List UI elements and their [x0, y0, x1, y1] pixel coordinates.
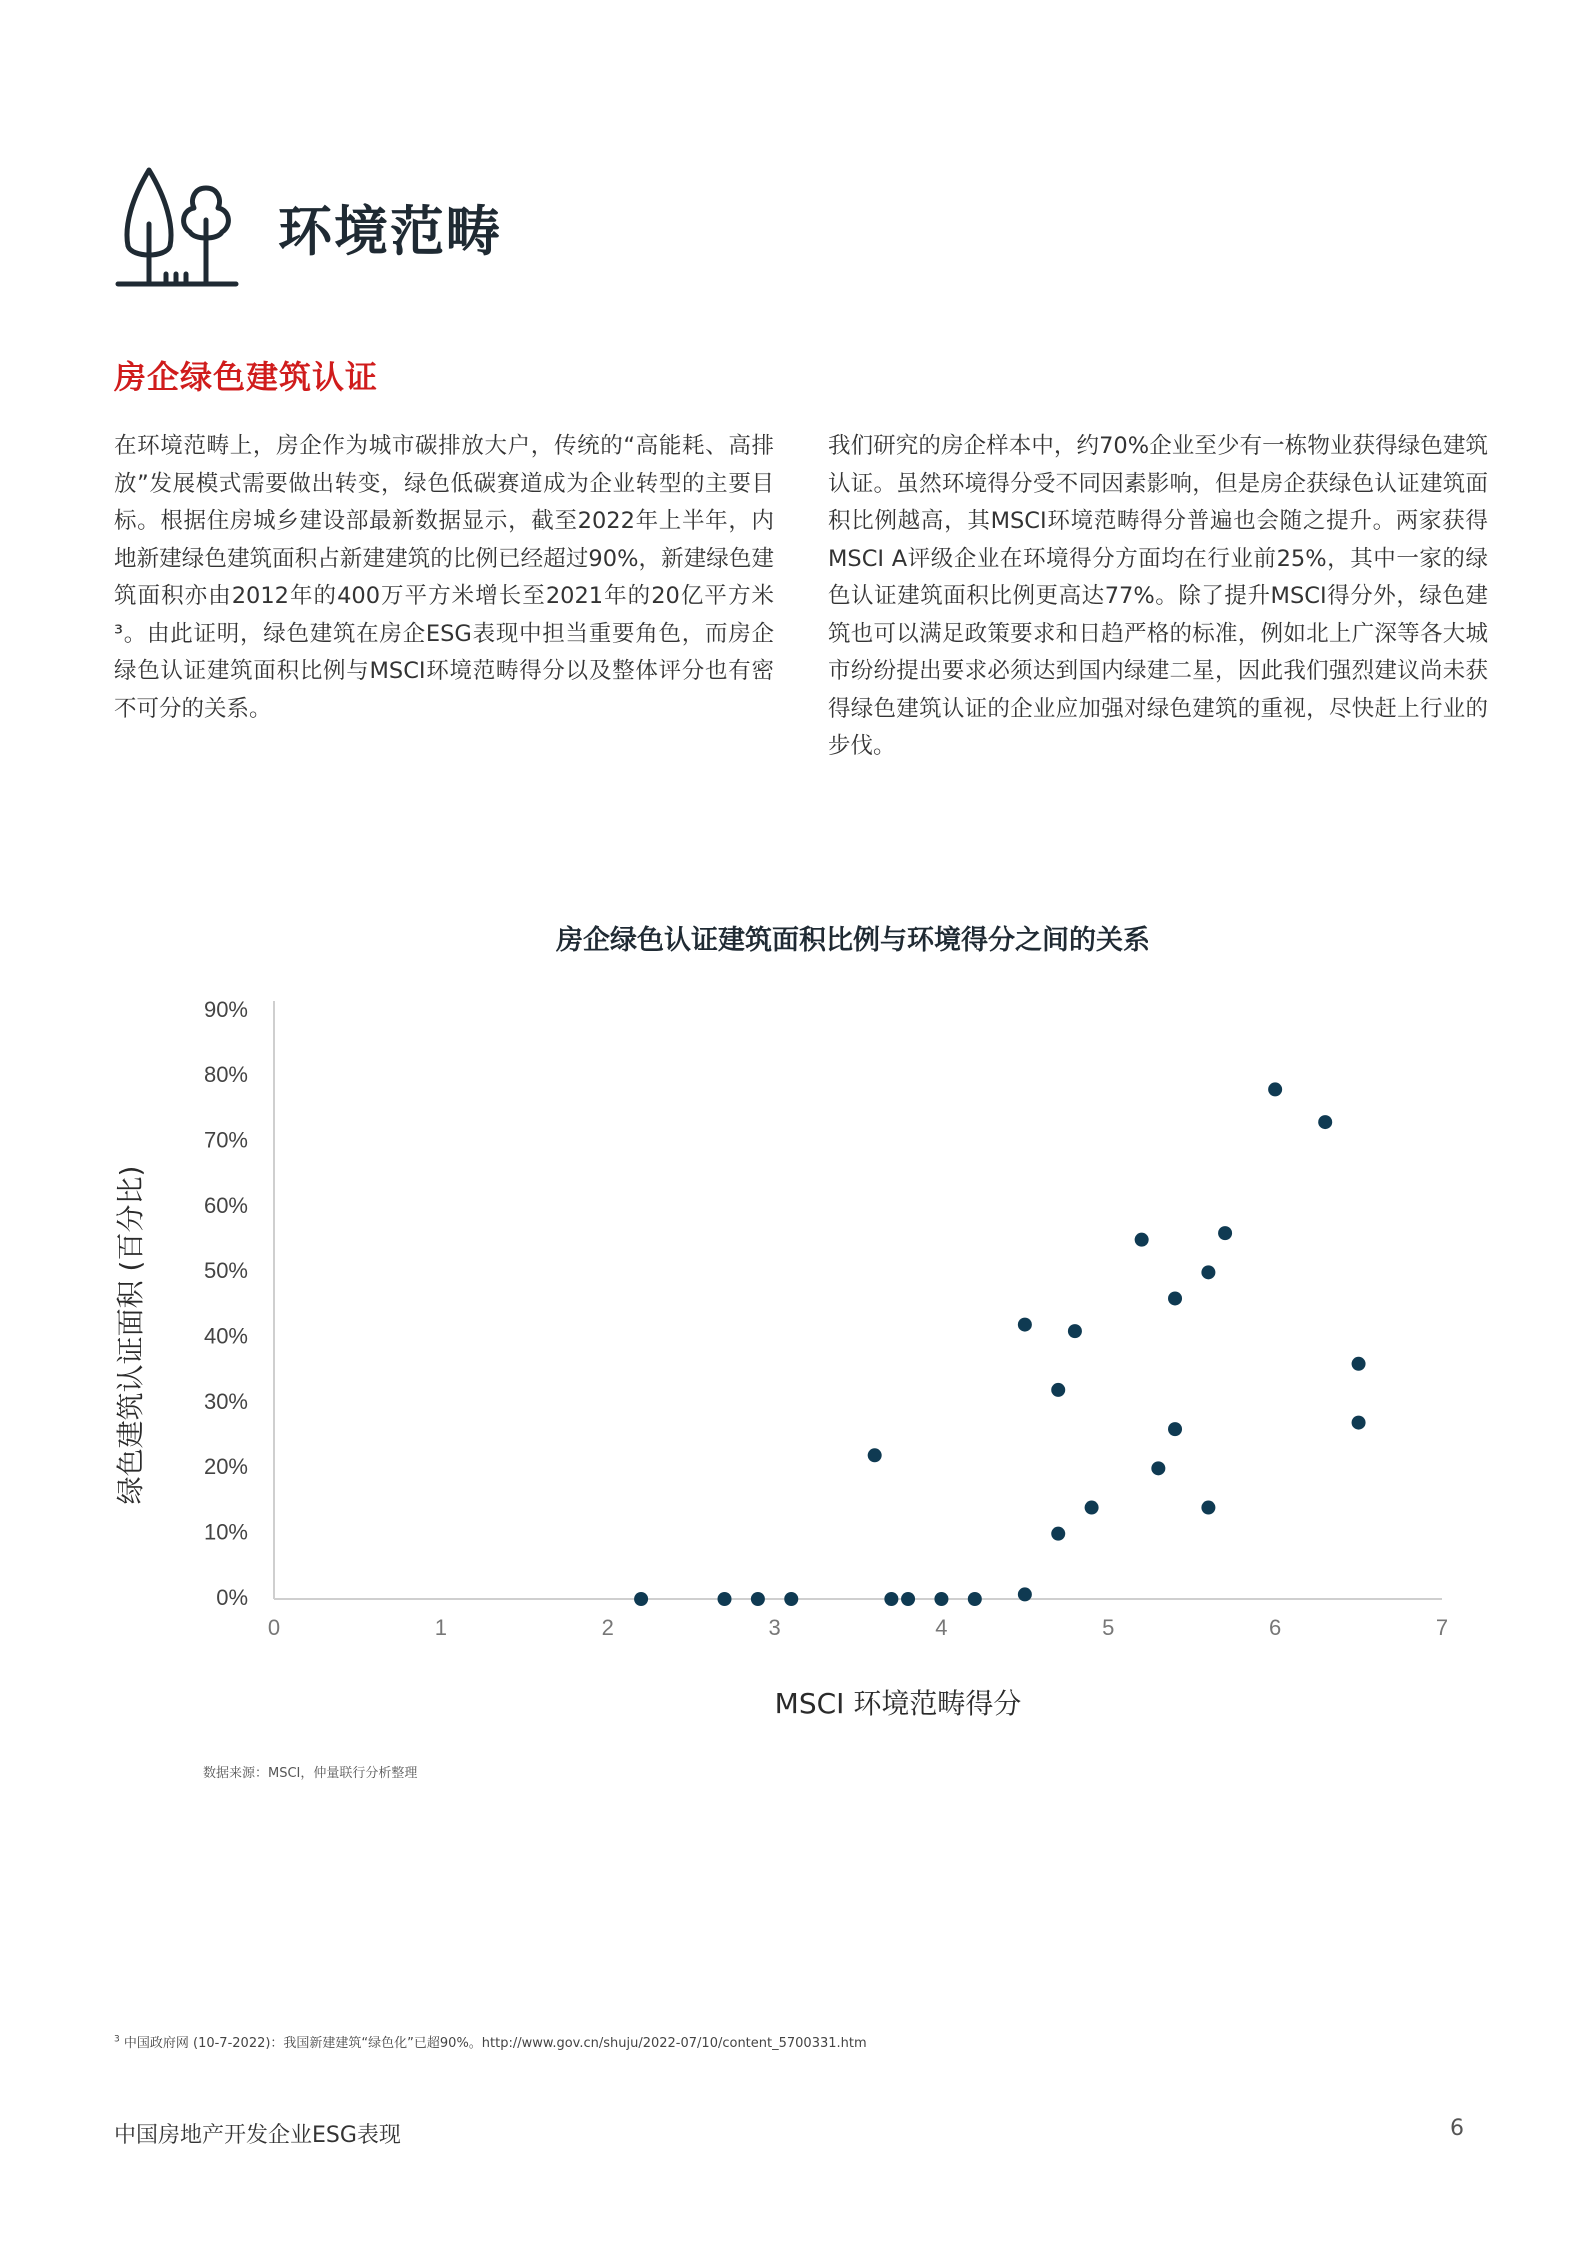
data-point: [1068, 1324, 1082, 1338]
data-point: [784, 1592, 798, 1606]
x-tick-label: 1: [434, 1615, 447, 1640]
y-tick-label: 40%: [203, 1323, 248, 1349]
x-tick-label: 4: [935, 1615, 948, 1640]
data-point: [868, 1448, 882, 1462]
x-tick-label: 3: [768, 1615, 781, 1640]
data-point: [1051, 1383, 1065, 1397]
y-tick-label: 60%: [203, 1192, 248, 1218]
x-tick-label: 0: [267, 1615, 281, 1640]
data-point: [751, 1592, 765, 1606]
data-point: [1168, 1291, 1182, 1305]
data-point: [1085, 1501, 1099, 1515]
body-paragraph-right: 我们研究的房企样本中，约70%企业至少有一栋物业获得绿色建筑认证。虽然环境得分受不同因素影响，但是房企获绿色认证建筑面积比例越高，其MSCI环境范畴得分普遍也会随之提升。两家获得MSCI A评级企业在环境得分方面均在行业前25%，其中一家的绿色认证建筑面积比例更高达77%。除了提升MSCI得分外，绿色建筑也可以满足政策要求和日趋严格的标准，例如北上广深等各大城市纷纷提出要求必须达到国内绿建二星，因此我们强烈建议尚未获得绿色建筑认证的企业应加强对绿色建筑的重视，尽快赶上行业的步伐。: [828, 433, 1488, 759]
data-point: [1268, 1082, 1282, 1096]
data-point: [1201, 1265, 1215, 1279]
data-point: [634, 1592, 648, 1606]
data-point: [718, 1592, 732, 1606]
data-point: [1018, 1587, 1032, 1601]
data-point: [1201, 1501, 1215, 1515]
x-tick-label: 2: [601, 1615, 614, 1640]
data-point: [901, 1592, 915, 1606]
data-point: [1018, 1318, 1032, 1332]
data-source: 数据来源：MSCI，仲量联行分析整理: [203, 1766, 418, 1781]
y-tick-label: 50%: [203, 1258, 248, 1284]
x-tick-label: 6: [1269, 1615, 1282, 1640]
x-tick-label: 5: [1102, 1615, 1115, 1640]
y-tick-label: 30%: [203, 1388, 248, 1414]
body-paragraph-left: 在环境范畴上，房企作为城市碳排放大户，传统的“高能耗、高排放”发展模式需要做出转变，绿色低碳赛道成为企业转型的主要目标。根据住房城乡建设部最新数据显示，截至2022年上半年，内地新建绿色建筑面积占新建建筑的比例已经超过90%，新建绿色建筑面积亦由2012年的400万平方米增长至2021年的20亿平方米³。由此证明，绿色建筑在房企ESG表现中担当重要角色，而房企绿色认证建筑面积比例与MSCI环境范畴得分以及整体评分也有密不可分的关系。: [114, 433, 774, 722]
data-point: [968, 1592, 982, 1606]
footnote-mark: 3: [114, 2034, 120, 2045]
y-tick-label: 0%: [216, 1584, 248, 1610]
section-title: 环境范畴: [278, 199, 502, 263]
x-tick-label: 7: [1435, 1615, 1449, 1640]
y-tick-label: 20%: [203, 1454, 248, 1480]
data-point: [1352, 1416, 1366, 1430]
data-point: [934, 1592, 948, 1606]
y-tick-label: 90%: [203, 996, 248, 1022]
footnote-text: 中国政府网 (10-7-2022)：我国新建建筑“绿色化”已超90%。http://www.gov.cn/shuju/2022-07/10/content_5700331.htm: [123, 2036, 867, 2051]
y-tick-label: 10%: [203, 1519, 248, 1545]
data-point: [1135, 1233, 1149, 1247]
data-point: [1218, 1226, 1232, 1240]
subsection-title: 房企绿色建筑认证: [114, 358, 379, 396]
y-tick-label: 80%: [203, 1062, 248, 1088]
data-point: [1352, 1357, 1366, 1371]
data-point: [1318, 1115, 1332, 1129]
chart-title: 房企绿色认证建筑面积比例与环境得分之间的关系: [556, 925, 1150, 956]
x-axis-label: MSCI 环境范畴得分: [774, 1687, 1022, 1720]
page-number: 6: [1450, 2116, 1464, 2141]
scatter-chart: [0, 980, 1586, 1740]
footer-title: 中国房地产开发企业ESG表现: [114, 2123, 401, 2148]
section-header: [114, 162, 502, 292]
y-axis-label: 绿色建筑认证面积 (百分比): [114, 1165, 147, 1505]
footnote: [114, 2032, 867, 2051]
data-point: [1168, 1422, 1182, 1436]
trees-icon: [114, 164, 240, 290]
data-point: [1051, 1527, 1065, 1541]
y-tick-label: 70%: [203, 1127, 248, 1153]
data-point: [1151, 1461, 1165, 1475]
data-point: [884, 1592, 898, 1606]
